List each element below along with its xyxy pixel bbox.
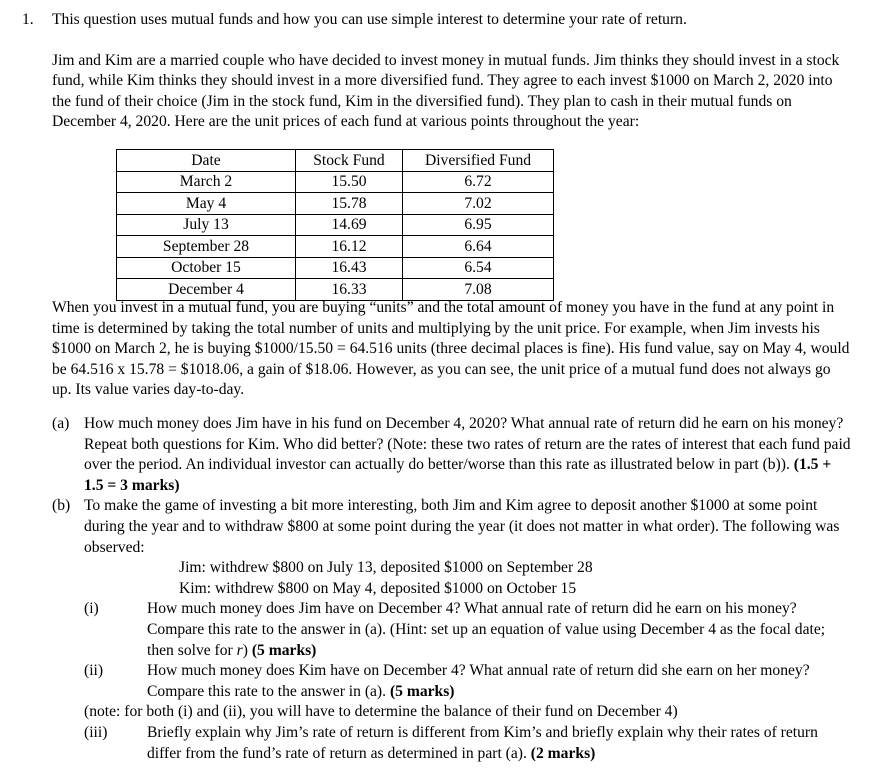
part-b-i-text-end: ) [242, 641, 248, 659]
jim-transactions: Jim: withdrew $800 on July 13, deposited $1000 on September 28 [179, 559, 593, 577]
kim-transactions: Kim: withdrew $800 on May 4, deposited $1000 on October 15 [179, 579, 577, 597]
cell-stock: 15.50 [296, 171, 403, 193]
part-b-i-marks: (5 marks) [251, 641, 317, 659]
table-row [117, 236, 554, 258]
cell-date: October 15 [117, 257, 296, 279]
part-b [52, 496, 852, 558]
question-number: 1. [22, 11, 34, 28]
question-scenario: Jim and Kim are a married couple who have decided to invest money in mutual funds. Jim thinks they should invest in a stock fund, while Kim thinks they should invest in a more diversified fund. They agree to each invest $1000 on March 2, 2020 into the fund of their choice (Jim in the stock fund, Kim in the diversified fund). They plan to cash in their mutual funds on December 4, 2020. Here are the unit prices of each fund at various points throughout the year: [52, 51, 840, 131]
part-b-ii [52, 661, 852, 702]
cell-stock: 16.12 [296, 236, 403, 258]
table-row [117, 214, 554, 236]
cell-diversified: 7.02 [403, 193, 554, 215]
header-diversified-fund: Diversified Fund [403, 150, 554, 172]
table-row [117, 279, 554, 301]
part-b-ii-marks: (5 marks) [389, 682, 455, 700]
table-header-row [117, 150, 554, 172]
part-b-iii-marks: (2 marks) [530, 744, 596, 762]
header-stock-fund: Stock Fund [296, 150, 403, 172]
part-b-i-text: How much money does Jim have on December 4? What annual rate of return did he earn on his money? Compare this rate to the answer in (a). (Hint: set up an equation of value using December 4 as the focal date; then solve for [147, 600, 826, 659]
cell-date: September 28 [117, 236, 296, 258]
unit-price-table [116, 149, 554, 301]
cell-date: December 4 [117, 279, 296, 301]
header-date: Date [117, 150, 296, 172]
cell-date: March 2 [117, 171, 296, 193]
cell-stock: 16.43 [296, 257, 403, 279]
part-b-iii-text: Briefly explain why Jim’s rate of return is different from Kim’s and briefly explain why their rates of return differ from the fund’s rate of return as determined in part (a). [147, 723, 818, 762]
question-intro: This question uses mutual funds and how you can use simple interest to determine your rate of return. [52, 11, 687, 28]
part-b-ii-text: How much money does Kim have on December 4? What annual rate of return did she earn on her money? Compare this rate to the answer in (a). [147, 662, 810, 700]
part-a-text: How much money does Jim have in his fund on December 4, 2020? What annual rate of return did he earn on his money? Repeat both questions for Kim. Who did better? (Note: these two rates of return are the rates of interest that each fund paid over the period. An individual investor can actually do better/worse than this rate as illustrated below in part (b)). [84, 415, 851, 474]
part-b-text: To make the game of investing a bit more interesting, both Jim and Kim agree to deposit another $1000 at some point during the year and to withdraw $800 at some point during the year (it does not matter in what order). The following was observed: [84, 497, 840, 556]
cell-stock: 15.78 [296, 193, 403, 215]
part-a-marks: (1.5 + 1.5 = 3 marks) [84, 456, 832, 494]
question-parts [52, 414, 852, 764]
cell-diversified: 7.08 [403, 279, 554, 301]
cell-date: July 13 [117, 214, 296, 236]
table-row [117, 171, 554, 193]
cell-diversified: 6.54 [403, 257, 554, 279]
part-b-iii [52, 723, 852, 764]
cell-diversified: 6.72 [403, 171, 554, 193]
part-b-i-variable: r [236, 641, 243, 659]
cell-date: May 4 [117, 193, 296, 215]
part-b-iii-label: (iii) [84, 723, 108, 741]
cell-stock: 16.33 [296, 279, 403, 301]
cell-diversified: 6.64 [403, 236, 554, 258]
cell-stock: 14.69 [296, 214, 403, 236]
part-a [52, 414, 852, 496]
part-b-i-label: (i) [84, 600, 99, 618]
table-row [117, 257, 554, 279]
part-b-i [52, 599, 852, 661]
part-b-label: (b) [52, 497, 71, 515]
table-row [117, 193, 554, 215]
part-a-label: (a) [52, 415, 70, 432]
question-body [52, 10, 852, 133]
part-b-note: (note: for both (i) and (ii), you will have to determine the balance of their fund on December 4) [84, 703, 678, 721]
explanation-paragraph: When you invest in a mutual fund, you are buying “units” and the total amount of money you have in the fund at any point in time is determined by taking the total number of units and multiplying by the unit price. For example, when Jim invests his $1000 on March 2, he is buying $1000/15.50 = 64.516 units (three decimal places is fine). His fund value, say on May 4, would be 64.516 x 15.78 = $1018.06, a gain of $18.06. However, as you can see, the unit price of a mutual fund does not always go up. Its value varies day-to-day. [52, 299, 850, 399]
cell-diversified: 6.95 [403, 214, 554, 236]
part-b-ii-label: (ii) [84, 662, 104, 680]
